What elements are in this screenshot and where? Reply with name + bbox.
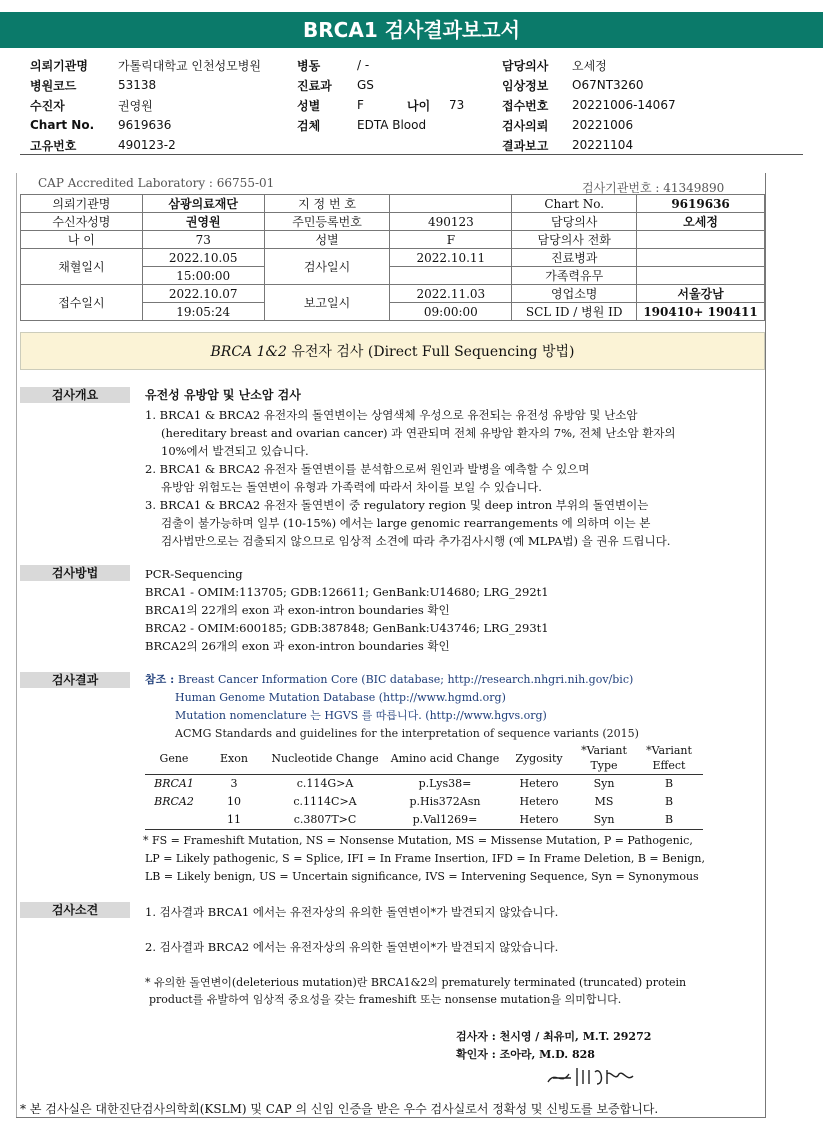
variant-type: Syn — [593, 777, 615, 790]
overview-line: (hereditary breast and ovarian cancer) 과 연관되며 전체 유방암 환자의 7%, 전체 난소암 환자의 — [161, 426, 676, 440]
section-tag-overview: 검사개요 — [20, 387, 130, 403]
reference-line: ACMG Standards and guidelines for the interpretation of sequence variants (2015) — [175, 727, 639, 740]
label-specimen: 검체 — [297, 118, 321, 133]
label-sex: 성별 — [297, 98, 321, 113]
overview-line: 검출이 불가능하며 일부 (10-15%) 에서는 large genomic rearrangements 에 의하며 이는 본 — [161, 516, 651, 530]
table-row — [145, 793, 703, 811]
label-chart: Chart No. — [30, 118, 95, 132]
variant-header: *Variant Effect — [635, 742, 703, 775]
overview-line: 3. BRCA1 & BRCA2 유전자 돌연변이 중 regulatory region 및 deep intron 부위의 돌연변이는 — [145, 498, 649, 512]
overview-line: 1. BRCA1 & BRCA2 유전자의 돌연변이는 상염색체 우성으로 유전되는 유전성 유방암 및 난소암 — [145, 408, 638, 422]
info-label: 수신자성명 — [21, 213, 143, 231]
table-row — [145, 811, 703, 830]
variant-gene: BRCA2 — [154, 795, 194, 808]
info-value: 삼광의료재단 — [142, 195, 264, 213]
value-age: 73 — [449, 98, 465, 112]
patient-info-table — [20, 194, 765, 321]
section-tag-opinion: 검사소견 — [20, 902, 130, 918]
variant-effect: B — [664, 777, 674, 790]
info-value: 09:00:00 — [390, 303, 512, 321]
info-value: 19:05:24 — [142, 303, 264, 321]
value-patient: 권영원 — [118, 98, 153, 113]
institution-number: 검사기관번호 : 41349890 — [582, 181, 725, 195]
info-value: 9619636 — [637, 195, 765, 213]
header-left — [30, 55, 261, 155]
value-hospital-code: 53138 — [118, 78, 157, 92]
variant-header: *Variant Type — [573, 742, 635, 775]
variant-effect: B — [635, 811, 703, 830]
variant-header: Nucleotide Change — [265, 742, 385, 775]
value-department: GS — [357, 78, 374, 92]
label-age: 나이 — [407, 98, 431, 113]
label-report-date: 결과보고 — [502, 138, 549, 153]
overview-heading: 유전성 유방암 및 난소암 검사 — [145, 388, 301, 402]
value-chart: 9619636 — [118, 118, 172, 132]
variant-amino: p.Val1269= — [385, 811, 505, 830]
footer-divider — [16, 1117, 766, 1118]
reference-line: Mutation nomenclature 는 HGVS 를 따릅니다. (http://www.hgvs.org) — [175, 709, 547, 722]
opinion-note: product를 유발하여 임상적 중요성을 갖는 frameshift 또는 nonsense mutation을 의미합니다. — [149, 993, 622, 1006]
checker-signature: 확인자 : 조아라, M.D. 828 — [456, 1048, 595, 1061]
variant-effect: B — [664, 795, 674, 808]
variant-amino: p.His372Asn — [409, 795, 481, 808]
info-label: 보고일시 — [264, 285, 390, 321]
value-ward: / - — [357, 58, 370, 72]
info-value-empty — [390, 195, 512, 213]
method-line: BRCA1 - OMIM:113705; GDB:126611; GenBank:U14680; LRG_292t1 — [145, 585, 549, 599]
reference-line: Human Genome Mutation Database (http://www.hgmd.org) — [175, 691, 506, 704]
abbrev-line: * FS = Frameshift Mutation, NS = Nonsense Mutation, MS = Missense Mutation, P = Pathogenic, — [143, 834, 693, 847]
variant-zygosity: Hetero — [519, 795, 559, 808]
header-mid — [297, 55, 464, 135]
variant-exon: 3 — [230, 777, 238, 790]
info-label: 담당의사 전화 — [512, 231, 637, 249]
variant-header: Gene — [145, 742, 203, 775]
label-receipt-no: 접수번호 — [502, 98, 549, 113]
overview-line: 유방암 위험도는 돌연변이 유형과 가족력에 따라서 차이를 보일 수 있습니다. — [161, 480, 542, 494]
info-value: 190410+ 190411 — [637, 303, 765, 321]
info-value: 2022.10.05 — [142, 249, 264, 267]
section-tag-method: 검사방법 — [20, 565, 130, 581]
test-title-gene: BRCA 1&2 — [210, 344, 287, 360]
value-unique-no: 490123-2 — [118, 138, 176, 152]
opinion-line: 1. 검사결과 BRCA1 에서는 유전자상의 유의한 돌연변이*가 발견되지 않았습니다. — [145, 905, 559, 919]
info-label: 접수일시 — [21, 285, 143, 321]
method-line: BRCA1의 22개의 exon 과 exon-intron boundaries 확인 — [145, 603, 450, 617]
header-divider — [20, 154, 803, 155]
value-specimen: EDTA Blood — [357, 118, 427, 132]
tester-signature: 검사자 : 천시영 / 최유미, M.T. 29272 — [456, 1030, 652, 1043]
info-value-empty — [637, 231, 765, 249]
test-title-rest: 유전자 검사 (Direct Full Sequencing 방법) — [286, 344, 575, 360]
value-sex: F — [357, 98, 364, 112]
variant-gene: BRCA1 — [154, 777, 194, 790]
info-label: 진료병과 — [512, 249, 637, 267]
info-value-empty — [637, 267, 765, 285]
info-label: SCL ID / 병원 ID — [512, 303, 637, 321]
variant-type: MS — [594, 795, 614, 808]
abbrev-line: LP = Likely pathogenic, S = Splice, IFI = In Frame Insertion, IFD = In Frame Deletion, B = Benign, — [145, 852, 705, 865]
label-patient: 수진자 — [30, 98, 65, 113]
variant-zygosity: Hetero — [519, 777, 559, 790]
info-label: 가족력유무 — [512, 267, 637, 285]
value-clinical-info: O67NT3260 — [572, 78, 644, 92]
label-clinical-info: 임상정보 — [502, 78, 549, 93]
opinion-line: 2. 검사결과 BRCA2 에서는 유전자상의 유의한 돌연변이*가 발견되지 않았습니다. — [145, 940, 559, 954]
variant-header: Amino acid Change — [385, 742, 505, 775]
label-unique-no: 고유번호 — [30, 138, 77, 153]
info-value-empty — [390, 267, 512, 285]
method-line: BRCA2 - OMIM:600185; GDB:387848; GenBank:U43746; LRG_293t1 — [145, 621, 549, 635]
variant-zygosity: Hetero — [505, 811, 573, 830]
variant-gene — [145, 811, 203, 830]
info-value: 2022.11.03 — [390, 285, 512, 303]
info-value: 73 — [142, 231, 264, 249]
variant-amino: p.Lys38= — [418, 777, 472, 790]
table-row — [145, 775, 703, 794]
abbrev-line: LB = Likely benign, US = Uncertain significance, IVS = Intervening Sequence, Syn = Synonymous — [145, 870, 699, 883]
variant-table — [145, 742, 703, 830]
method-line: PCR-Sequencing — [145, 567, 243, 581]
variant-nucleotide: c.3807T>C — [265, 811, 385, 830]
report-title: BRCA1 검사결과보고서 — [0, 12, 823, 48]
label-doctor: 담당의사 — [502, 58, 549, 73]
info-label: 주민등록번호 — [264, 213, 390, 231]
label-request-date: 검사의뢰 — [502, 118, 549, 133]
variant-exon: 11 — [203, 811, 265, 830]
variant-header: Exon — [203, 742, 265, 775]
info-value: 15:00:00 — [142, 267, 264, 285]
info-value: 서울강남 — [637, 285, 765, 303]
info-label: 나 이 — [21, 231, 143, 249]
value-request-date: 20221006 — [572, 118, 634, 132]
variant-nucleotide: c.1114C>A — [293, 795, 357, 808]
info-label: 검사일시 — [264, 249, 390, 285]
info-value: 권영원 — [142, 213, 264, 231]
handwritten-signature — [543, 1060, 653, 1090]
label-department: 진료과 — [297, 78, 332, 93]
test-title-band — [20, 332, 765, 370]
method-line: BRCA2의 26개의 exon 과 exon-intron boundaries 확인 — [145, 639, 450, 653]
overview-line: 검사법만으로는 검출되지 않으므로 임상적 소견에 따라 추가검사시행 (예 MLPA법) 을 권유 드립니다. — [161, 534, 671, 548]
overview-line: 2. BRCA1 & BRCA2 유전자 돌연변이를 분석함으로써 원인과 발병을 예측할 수 있으며 — [145, 462, 590, 476]
section-tag-result: 검사결과 — [20, 672, 130, 688]
cap-accreditation: CAP Accredited Laboratory : 66755-01 — [38, 176, 275, 190]
value-doctor: 오세정 — [572, 58, 607, 73]
variant-exon: 10 — [227, 795, 241, 808]
variant-header: Zygosity — [505, 742, 573, 775]
info-value: 2022.10.11 — [390, 249, 512, 267]
info-label: 지 정 번 호 — [264, 195, 390, 213]
accreditation-footer: * 본 검사실은 대한진단검사의학회(KSLM) 및 CAP 의 신임 인증을 받은 우수 검사실로서 정확성 및 신빙도를 보증합니다. — [20, 1102, 659, 1116]
info-label: 담당의사 — [512, 213, 637, 231]
info-label: 의뢰기관명 — [21, 195, 143, 213]
overview-line: 10%에서 발견되고 있습니다. — [161, 444, 309, 458]
reference-line: Breast Cancer Information Core (BIC database; http://research.nhgri.nih.gov/bic) — [178, 673, 634, 686]
header-right — [502, 55, 676, 155]
label-hospital-code: 병원코드 — [30, 78, 77, 93]
info-value: F — [390, 231, 512, 249]
info-value-empty — [637, 249, 765, 267]
info-value: 2022.10.07 — [142, 285, 264, 303]
opinion-note: * 유의한 돌연변이(deleterious mutation)란 BRCA1&2의 prematurely terminated (truncated) protein — [145, 976, 687, 989]
info-label: 영업소명 — [512, 285, 637, 303]
reference-label: 참조 : — [145, 673, 175, 686]
info-value: 오세정 — [637, 213, 765, 231]
info-label: 성별 — [264, 231, 390, 249]
info-value: 490123 — [390, 213, 512, 231]
info-label: 채혈일시 — [21, 249, 143, 285]
variant-type: Syn — [573, 811, 635, 830]
value-report-date: 20221104 — [572, 138, 634, 152]
value-receipt-no: 20221006-14067 — [572, 98, 676, 112]
label-institution: 의뢰기관명 — [30, 58, 88, 73]
info-label: Chart No. — [512, 195, 637, 213]
variant-nucleotide: c.114G>A — [296, 777, 354, 790]
label-ward: 병동 — [297, 58, 321, 73]
value-institution: 가톨릭대학교 인천성모병원 — [118, 58, 261, 73]
